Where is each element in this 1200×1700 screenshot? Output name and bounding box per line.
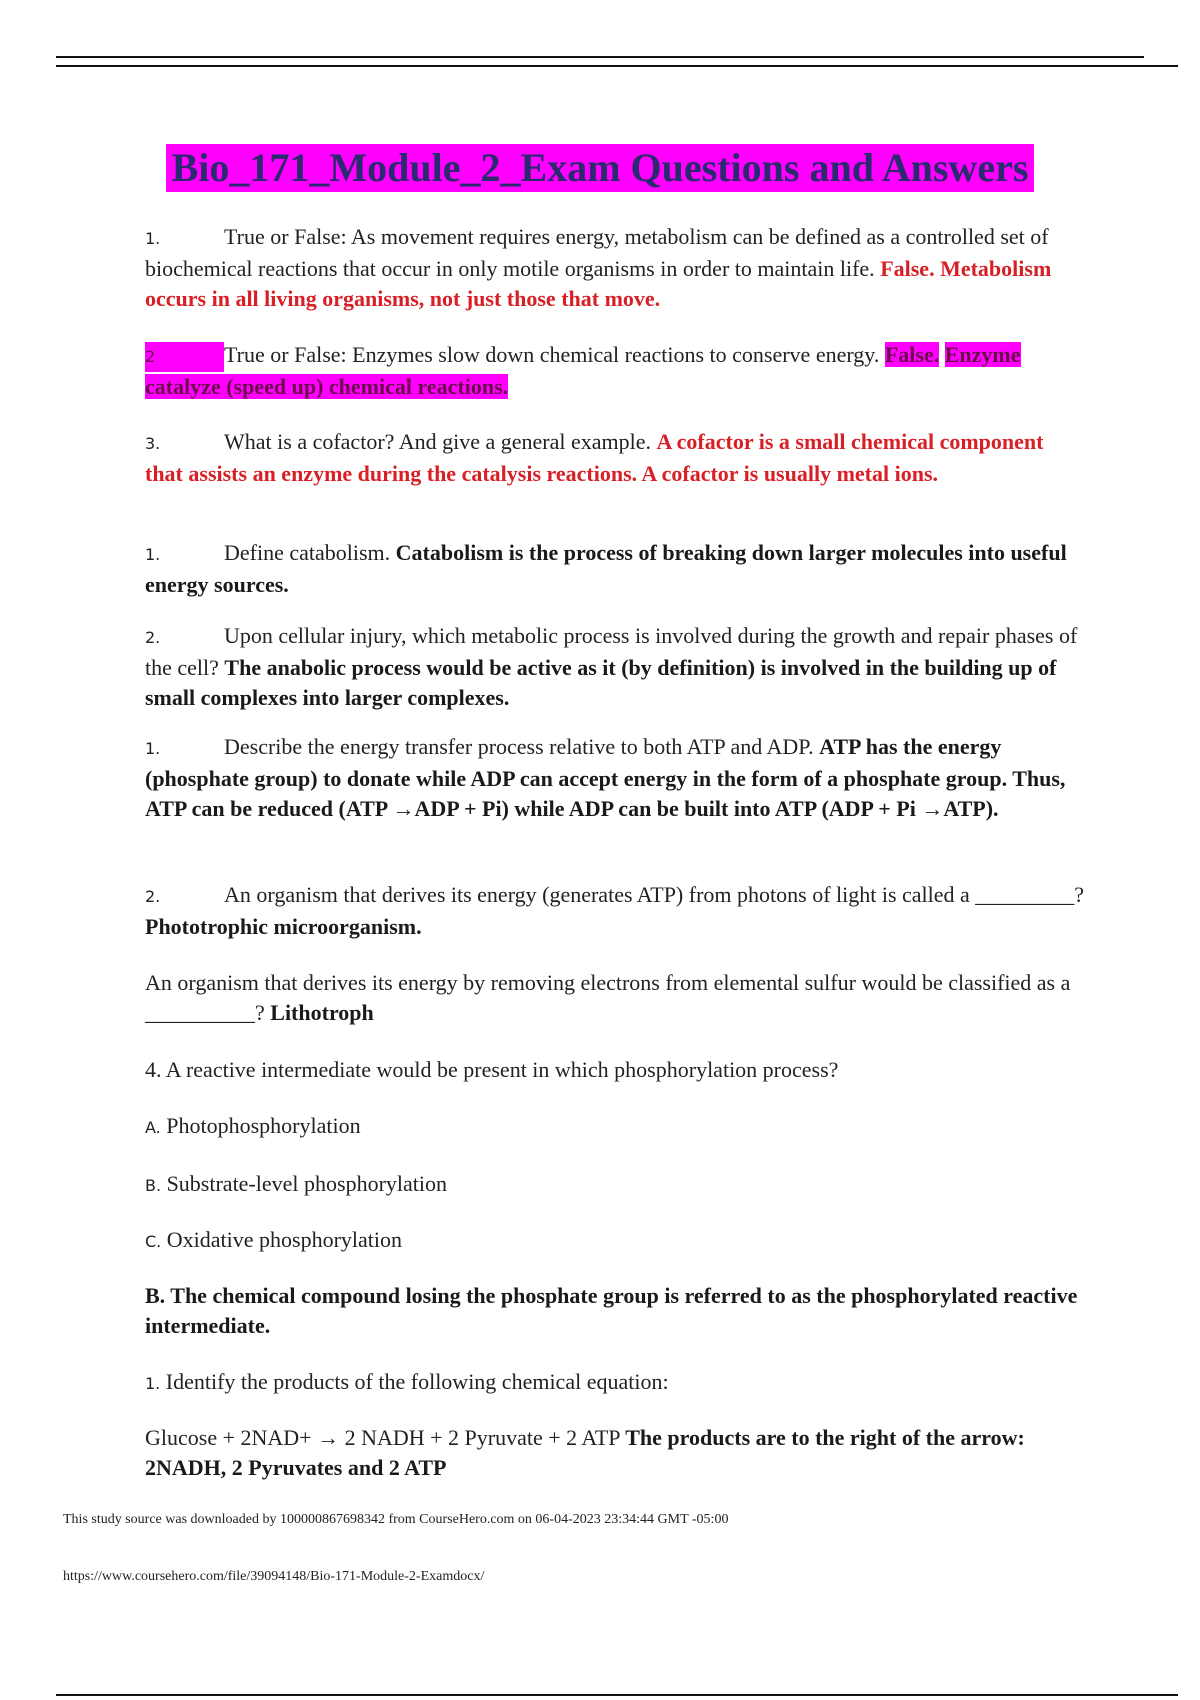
question-text: 4. A reactive intermediate would be present in which phosphorylation process? — [145, 1057, 839, 1082]
answer-text: Catabolism is the process of breaking down larger molecules into useful energy sources. — [145, 540, 1067, 597]
download-note: This study source was downloaded by 100000867698342 from CourseHero.com on 06-04-2023 23:34:44 GMT -05:00 — [63, 1512, 729, 1527]
answer-text: ATP has the energy (phosphate group) to donate while ADP can accept energy in the form of a phosphate group. Thus, ATP can be reduced (ATP →ADP + Pi) while ADP can be built into ATP (ADP + Pi →ATP). — [145, 734, 1066, 821]
question-10-equation — [145, 1423, 1085, 1483]
answer-text: A cofactor is a small chemical component that assists an enzyme during the catalysis reactions. A cofactor is usually metal ions. — [145, 429, 1044, 486]
answer-text: Phototrophic microorganism. — [145, 914, 422, 939]
question-text: True or False: As movement requires energy, metabolism can be defined as a controlled set of biochemical reactions that occur in only motile organisms in order to maintain life. — [145, 224, 1049, 281]
option-c — [145, 1225, 1085, 1257]
question-9-answer — [145, 1281, 1085, 1341]
answer-text: The anabolic process would be active as it (by definition) is involved in the building up of small complexes into larger complexes. — [145, 655, 1057, 710]
equation-text: Glucose + 2NAD+ → 2 NADH + 2 Pyruvate + 2 ATP — [145, 1425, 620, 1450]
answer-text-highlight-2: Enzyme catalyze (speed up) chemical reactions. — [145, 342, 1021, 399]
question-text: Identify the products of the following chemical equation: — [165, 1369, 669, 1394]
question-number: 1. — [145, 739, 161, 758]
option-letter: B. — [145, 1176, 162, 1195]
question-number: 2 — [145, 342, 224, 372]
option-label: Substrate-level phosphorylation — [166, 1171, 448, 1196]
top-rule-2 — [56, 65, 1178, 67]
question-number: 1. — [145, 1374, 161, 1393]
option-label: Oxidative phosphorylation — [166, 1227, 403, 1252]
title-container — [0, 144, 1200, 192]
answer-text: False. Metabolism occurs in all living organisms, not just those that move. — [145, 256, 1052, 311]
question-text: What is a cofactor? And give a general example. — [224, 429, 651, 454]
question-text: True or False: Enzymes slow down chemical reactions to conserve energy. — [224, 342, 880, 367]
option-b — [145, 1169, 1085, 1201]
document-title: Bio_171_Module_2_Exam Questions and Answers — [166, 144, 1035, 192]
question-text: Upon cellular injury, which metabolic process is involved during the growth and repair phases of the cell? — [145, 623, 1078, 680]
question-number: 2. — [145, 628, 161, 647]
source-url[interactable]: https://www.coursehero.com/file/39094148/Bio-171-Module-2-Examdocx/ — [63, 1569, 485, 1584]
question-6 — [145, 732, 1085, 824]
answer-text: Lithotroph — [270, 1000, 374, 1025]
question-text: Describe the energy transfer process relative to both ATP and ADP. — [224, 734, 814, 759]
question-5 — [145, 621, 1085, 713]
answer-text: B. The chemical compound losing the phosphate group is referred to as the phosphorylated reactive intermediate. — [145, 1283, 1078, 1338]
question-10 — [145, 1367, 1085, 1399]
option-letter: C. — [145, 1232, 162, 1251]
option-letter: A. — [145, 1118, 161, 1137]
question-number: 2. — [145, 887, 161, 906]
question-text: An organism that derives its energy (generates ATP) from photons of light is called a _________? — [224, 882, 1085, 907]
question-1 — [145, 222, 1085, 314]
question-4 — [145, 538, 1085, 600]
question-text: An organism that derives its energy by removing electrons from elemental sulfur would be classified as a __________? — [145, 970, 1071, 1025]
question-9 — [145, 1055, 1085, 1085]
top-rule-1 — [56, 56, 1144, 58]
question-3 — [145, 427, 1085, 489]
bottom-rule — [56, 1694, 1178, 1696]
question-text: Define catabolism. — [224, 540, 391, 565]
question-8 — [145, 968, 1085, 1028]
question-number: 3. — [145, 434, 161, 453]
question-7 — [145, 880, 1085, 942]
answer-text-highlight-1: False. — [884, 342, 940, 367]
question-number: 1. — [145, 545, 161, 564]
option-a — [145, 1111, 1085, 1143]
option-label: Photophosphorylation — [166, 1113, 361, 1138]
question-2 — [145, 340, 1085, 402]
answer-text: The products are to the right of the arrow: 2NADH, 2 Pyruvates and 2 ATP — [145, 1425, 1025, 1480]
question-number: 1. — [145, 229, 161, 248]
